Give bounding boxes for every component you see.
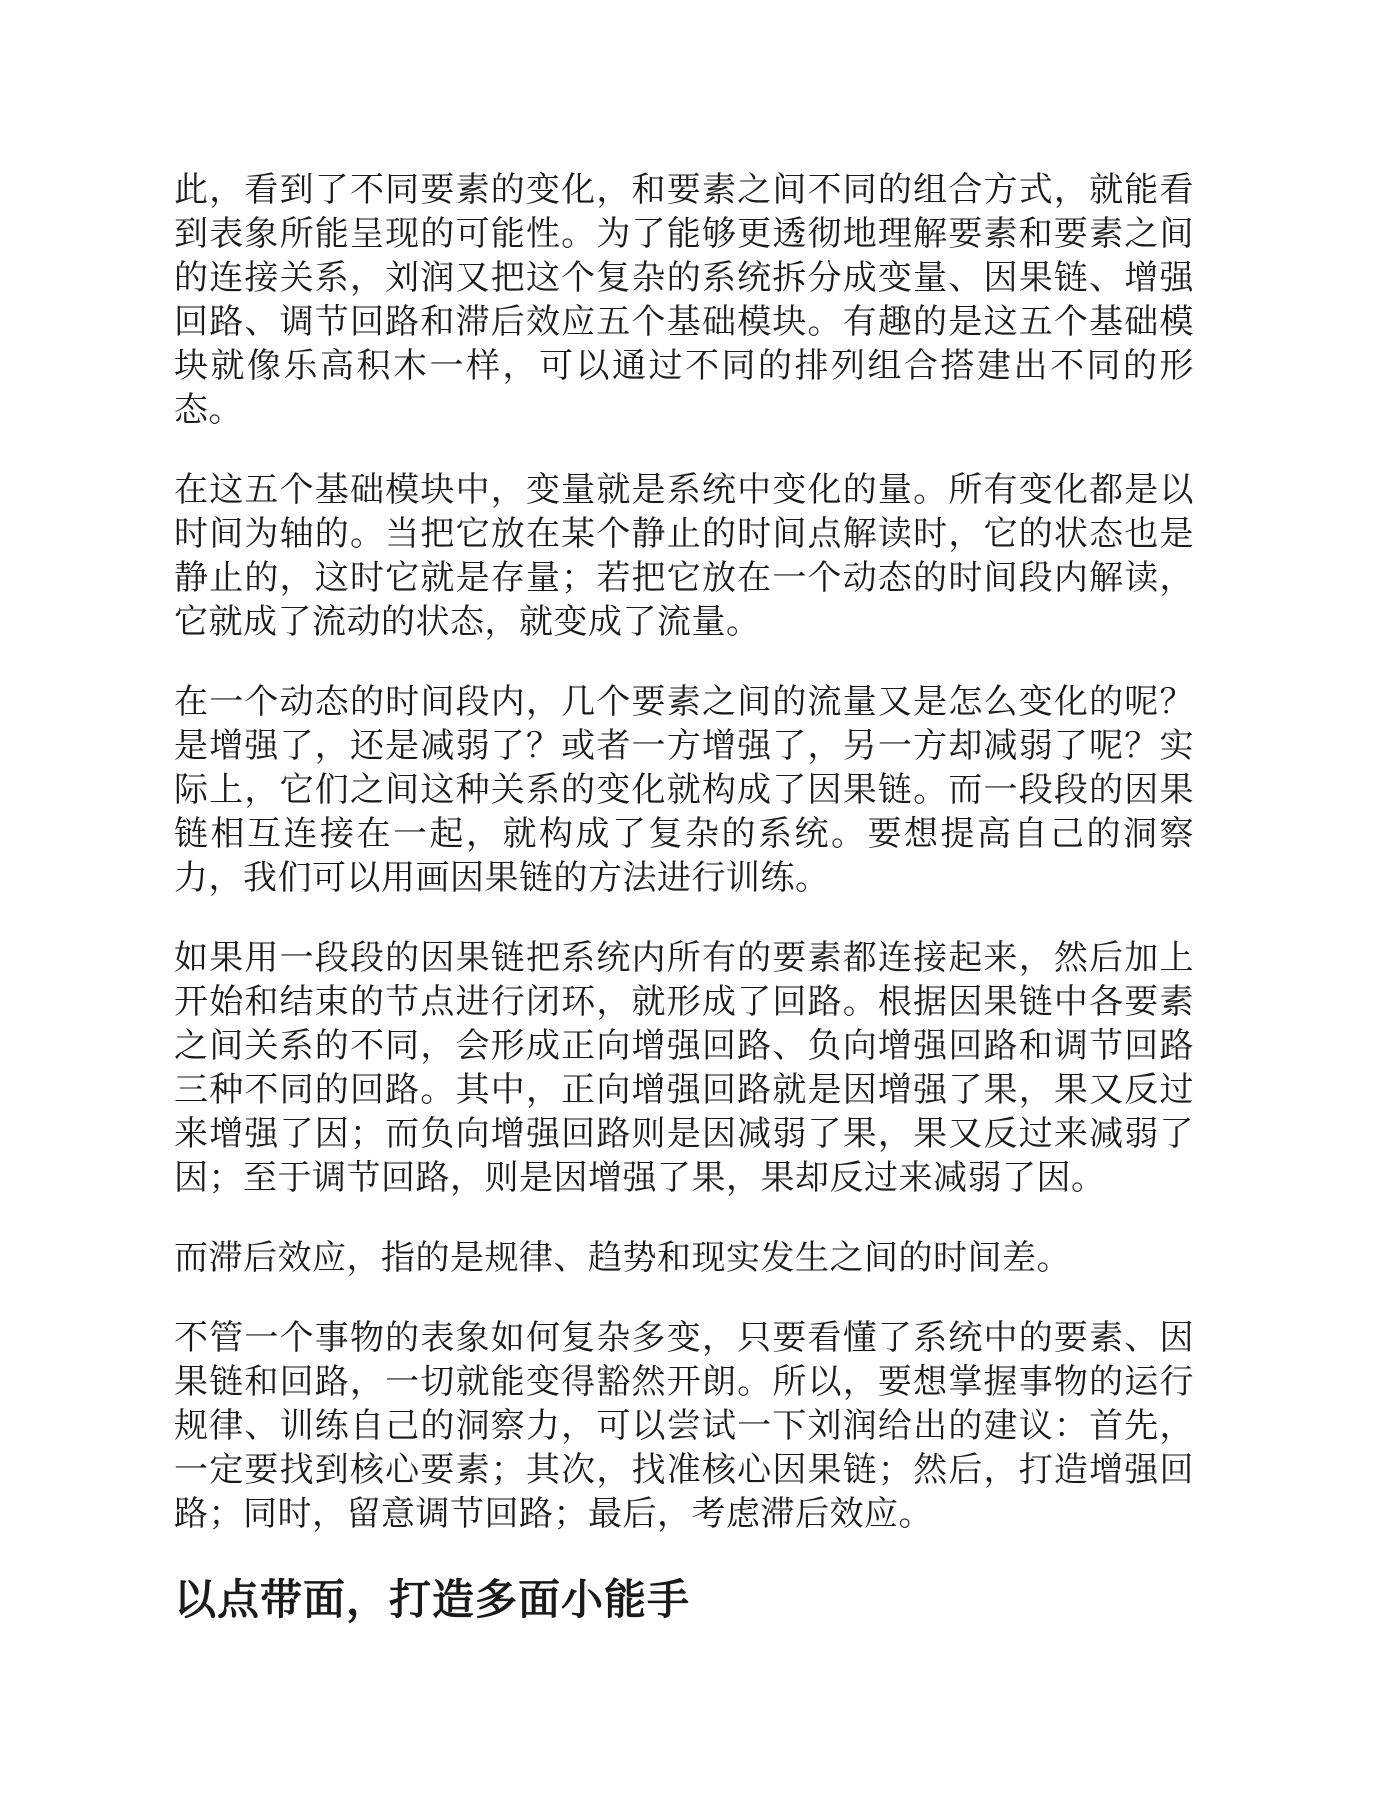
paragraph-loops: 如果用一段段的因果链把系统内所有的要素都连接起来，然后加上开始和结束的节点进行闭环，就形成了回路。根据因果链中各要素之间关系的不同，会形成正向增强回路、负向增强回路和调节回路三种不同的回路。其中，正向增强回路就是因增强了果，果又反过来增强了因；而负向增强回路则是因减弱了果，果又反过来减弱了因；至于调节回路，则是因增强了果，果却反过来减弱了因。 bbox=[174, 938, 1194, 1198]
paragraph-delay-effect: 而滞后效应，指的是规律、趋势和现实发生之间的时间差。 bbox=[174, 1238, 1071, 1278]
section-heading: 以点带面，打造多面小能手 bbox=[174, 1575, 691, 1624]
paragraph-advice: 不管一个事物的表象如何复杂多变，只要看懂了系统中的要素、因果链和回路，一切就能变得豁然开朗。所以，要想掌握事物的运行规律、训练自己的洞察力，可以尝试一下刘润给出的建议：首先，一定要找到核心要素；其次，找准核心因果链；然后，打造增强回路；同时，留意调节回路；最后，考虑滞后效应。 bbox=[174, 1318, 1194, 1534]
paragraph-causal-chain: 在一个动态的时间段内，几个要素之间的流量又是怎么变化的呢？是增强了，还是减弱了？或者一方增强了，另一方却减弱了呢？实际上，它们之间这种关系的变化就构成了因果链。而一段段的因果链相互连接在一起，就构成了复杂的系统。要想提高自己的洞察力，我们可以用画因果链的方法进行训练。 bbox=[174, 682, 1194, 898]
paragraph-variables: 在这五个基础模块中，变量就是系统中变化的量。所有变化都是以时间为轴的。当把它放在某个静止的时间点解读时，它的状态也是静止的，这时它就是存量；若把它放在一个动态的时间段内解读，它就成了流动的状态，就变成了流量。 bbox=[174, 470, 1194, 642]
document-body bbox=[174, 168, 1194, 1628]
paragraph-system-modules: 此，看到了不同要素的变化，和要素之间不同的组合方式，就能看到表象所能呈现的可能性。为了能够更透彻地理解要素和要素之间的连接关系，刘润又把这个复杂的系统拆分成变量、因果链、增强回路、调节回路和滞后效应五个基础模块。有趣的是这五个基础模块就像乐高积木一样，可以通过不同的排列组合搭建出不同的形态。 bbox=[174, 170, 1194, 430]
